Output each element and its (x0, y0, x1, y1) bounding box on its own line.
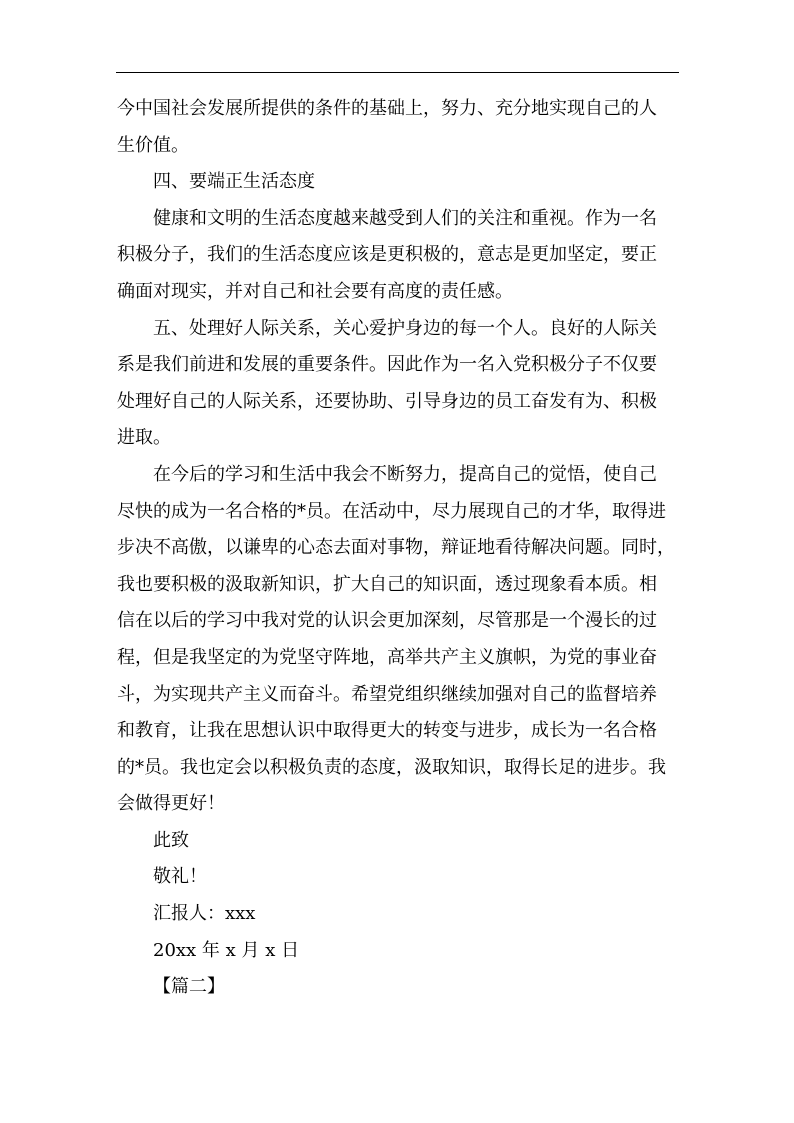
header-rule (116, 72, 679, 73)
text-line-17: 斗，为实现共产主义而奋斗。希望党组织继续加强对自己的监督培养 (117, 683, 657, 705)
part-two-heading: 【篇二】 (153, 976, 225, 998)
text-line-19: 的*员。我也定会以积极负责的态度，汲取知识，取得长足的进步。我 (117, 756, 666, 778)
text-line-4: 健康和文明的生活态度越来越受到人们的关注和重视。作为一名 (153, 207, 657, 229)
report-date: 20xx 年 x 月 x 日 (153, 939, 300, 961)
text-line-1: 今中国社会发展所提供的条件的基础上，努力、充分地实现自己的人 (117, 98, 657, 119)
text-line-11: 在今后的学习和生活中我会不断努力，提高自己的觉悟，使自己 (153, 463, 657, 485)
text-line-18: 和教育，让我在思想认识中取得更大的转变与进步，成长为一名合格 (117, 720, 657, 742)
reporter-name: 汇报人：xxx (153, 903, 256, 925)
text-line-13: 步决不高傲，以谦卑的心态去面对事物，辩证地看待解决问题。同时， (117, 537, 675, 559)
text-line-6: 确面对现实，并对自己和社会要有高度的责任感。 (117, 280, 513, 302)
closing-salutation: 此致 (153, 829, 189, 851)
section-heading-4: 四、要端正生活态度 (153, 171, 315, 193)
section-heading-5: 五、处理好人际关系，关心爱护身边的每一个人。良好的人际关 (153, 317, 657, 339)
text-line-20: 会做得更好！ (117, 793, 225, 815)
text-line-9: 处理好自己的人际关系，还要协助、引导身边的员工奋发有为、积极 (117, 390, 657, 412)
document-body (117, 91, 683, 1006)
text-line-2: 生价值。 (117, 134, 189, 156)
text-line-8: 系是我们前进和发展的重要条件。因此作为一名入党积极分子不仅要 (117, 354, 657, 376)
closing-respect: 敬礼！ (153, 866, 207, 888)
text-line-16: 程，但是我坚定的为党坚守阵地，高举共产主义旗帜，为党的事业奋 (117, 646, 657, 668)
text-line-12: 尽快的成为一名合格的*员。在活动中，尽力展现自己的才华，取得进 (117, 500, 666, 522)
text-line-15: 信在以后的学习中我对党的认识会更加深刻，尽管那是一个漫长的过 (117, 610, 657, 632)
text-line-14: 我也要积极的汲取新知识，扩大自己的知识面，透过现象看本质。相 (117, 573, 657, 595)
text-line-10: 进取。 (117, 427, 171, 449)
text-line-5: 积极分子，我们的生活态度应该是更积极的，意志是更加坚定，要正 (117, 244, 657, 266)
